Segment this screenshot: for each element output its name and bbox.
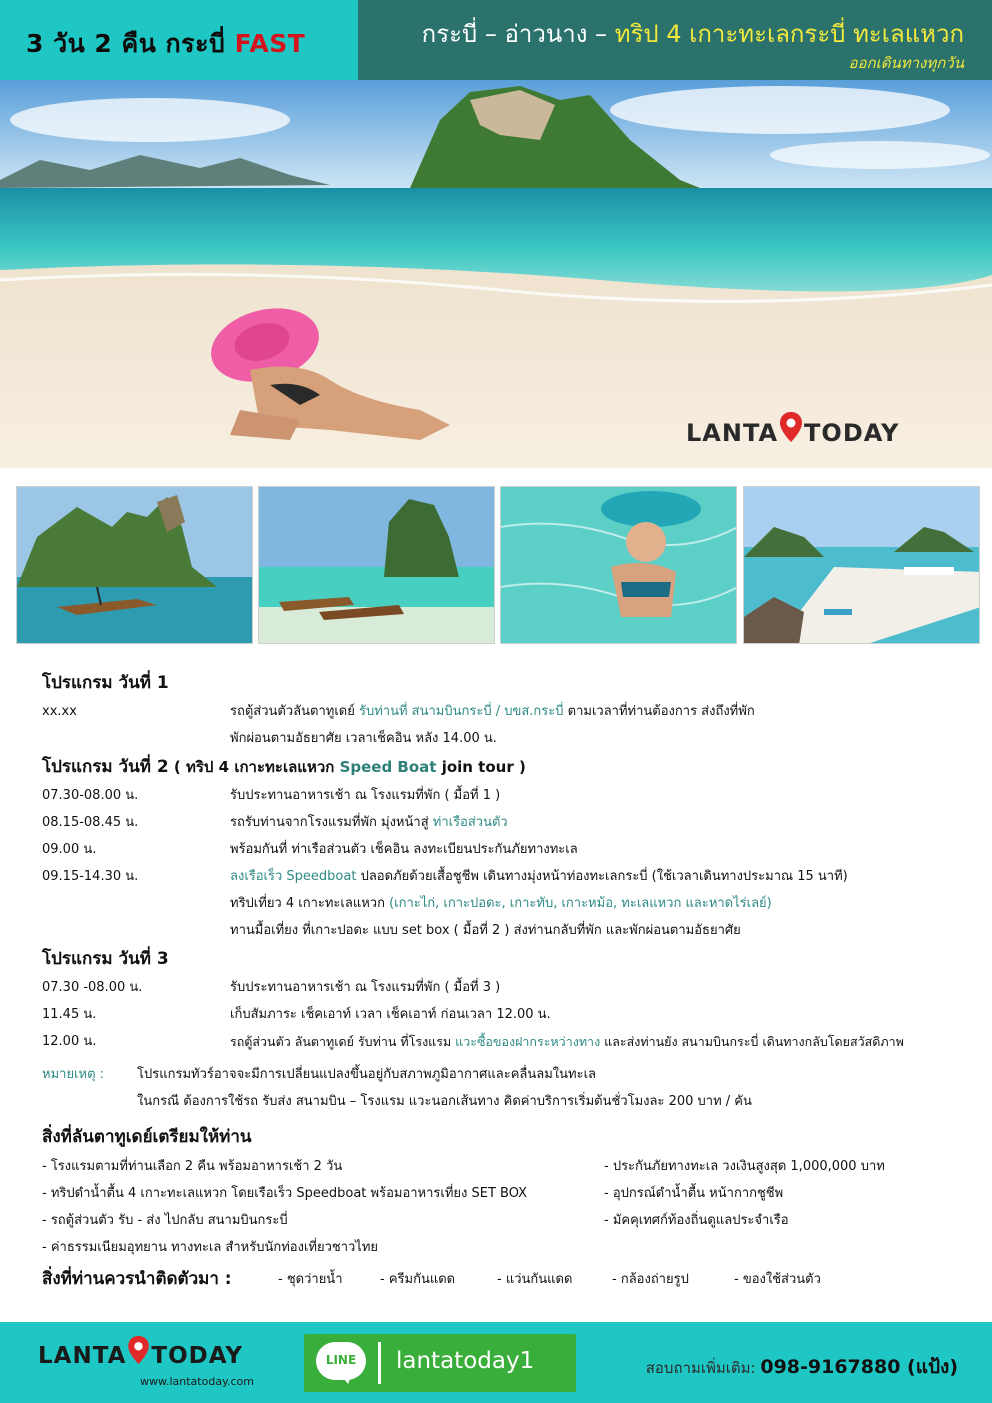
footer-bar xyxy=(0,1322,992,1403)
includes-row: - รถตู้ส่วนตัว รับ - ส่ง ไปกลับ สนามบินกระบี่ - มัคคุเทศก์ท้องถิ่นดูแลประจำเรือ xyxy=(42,1213,789,1228)
header-title-panel xyxy=(0,0,358,80)
bring-item: - แว่นกันแดด xyxy=(497,1272,573,1287)
day-2-heading: โปรแกรม วันที่ 2 ( ทริป 4 เกาะทะเลแหวก Speed Boat join tour ) xyxy=(42,757,526,777)
header-route-panel xyxy=(358,0,992,80)
itinerary-row: 12.00 น. รถตู้ส่วนตัว ลันตาทูเดย์ รับท่าน ที่โรงแรม แวะซื้อของฝากระหว่างทาง และส่งท่านยัง สนามบินกระบี่ เดินทางกลับโดยสวัสดิภาพ xyxy=(42,1034,904,1049)
map-pin-icon xyxy=(128,1336,149,1364)
includes-heading: สิ่งที่ลันตาทูเดย์เตรียมให้ท่าน xyxy=(42,1127,252,1147)
line-icon: LINE xyxy=(316,1342,366,1380)
header-banner xyxy=(0,0,992,80)
photo-sandbar-beach xyxy=(743,486,980,644)
bring-items-row xyxy=(42,1261,962,1297)
itinerary-row: 08.15-08.45 น. รถรับท่านจากโรงแรมที่พัก มุ่งหน้าสู่ ท่าเรือส่วนตัว xyxy=(42,815,508,830)
bring-item: - ชุดว่ายน้ำ xyxy=(278,1272,343,1287)
bring-item: - กล้องถ่ายรูป xyxy=(612,1272,689,1287)
day-1-heading: โปรแกรม วันที่ 1 xyxy=(42,673,169,693)
remark-label: หมายเหตุ : xyxy=(42,1067,105,1082)
phone-number[interactable]: 098-9167880 (แป้ง) xyxy=(760,1356,958,1378)
route-text: กระบี่ – อ่าวนาง – ทริป 4 เกาะทะเลกระบี่ ทะเลแหวก xyxy=(421,20,964,48)
fast-badge: FAST xyxy=(234,29,306,58)
day-3-heading: โปรแกรม วันที่ 3 xyxy=(42,949,169,969)
photo-gallery xyxy=(16,486,980,646)
footer-lantatoday-logo: LANTA TODAY xyxy=(38,1342,243,1370)
line-contact-button[interactable] xyxy=(304,1334,576,1392)
itinerary-row: ทริปเที่ยว 4 เกาะทะเลแหวก (เกาะไก่, เกาะปอดะ, เกาะทับ, เกาะหม้อ, ทะเลแหวก และหาดไร่เลย์) xyxy=(230,896,772,911)
itinerary-row: xx.xx รถตู้ส่วนตัวลันตาทูเดย์ รับท่านที่ สนามบินกระบี่ / บขส.กระบี่ ตามเวลาที่ท่านต้องการ ส่งถึงที่พัก xyxy=(42,704,755,719)
itinerary-row: 07.30 -08.00 น. รับประทานอาหารเช้า ณ โรงแรมที่พัก ( มื้อที่ 3 ) xyxy=(42,980,501,995)
photo-chicken-island xyxy=(16,486,253,644)
tour-title: 3 วัน 2 คืน กระบี่ FAST xyxy=(26,29,306,58)
itinerary-row: 09.15-14.30 น. ลงเรือเร็ว Speedboat ปลอดภัยด้วยเสื้อชูชีพ เดินทางมุ่งหน้าท่องทะเลกระบี่ (ใช้เวลาเดินทางประมาณ 15 นาที) xyxy=(42,869,848,884)
line-id: lantatoday1 xyxy=(396,1348,535,1374)
bring-heading: สิ่งที่ท่านควรนำติดตัวมา : xyxy=(42,1269,232,1289)
website-link[interactable]: www.lantatoday.com xyxy=(140,1375,254,1388)
speed-boat-label: Speed Boat xyxy=(339,758,437,776)
hero-lantatoday-logo: LANTA TODAY xyxy=(686,418,899,448)
includes-row: - โรงแรมตามที่ท่านเลือก 2 คืน พร้อมอาหารเช้า 2 วัน - ประกันภัยทางทะเล วงเงินสูงสุด 1,000,000 บาท xyxy=(42,1159,885,1174)
includes-row: - ค่าธรรมเนียมอุทยาน ทางทะเล สำหรับนักท่องเที่ยวชาวไทย xyxy=(42,1240,379,1255)
hero-beach-image xyxy=(0,80,992,468)
itinerary-row: 09.00 น. พร้อมกันที่ ท่าเรือส่วนตัว เช็คอิน ลงทะเบียนประกันภัยทางทะเล xyxy=(42,842,578,857)
photo-longtail-boats xyxy=(258,486,495,644)
includes-row: - ทริปดำน้ำตื้น 4 เกาะทะเลแหวก โดยเรือเร็ว Speedboat พร้อมอาหารเที่ยง SET BOX - อุปกรณ์ดำน้ำตื้น หน้ากากชูชีพ xyxy=(42,1186,784,1201)
itinerary-row: ทานมื้อเที่ยง ที่เกาะปอดะ แบบ set box ( มื้อที่ 2 ) ส่งท่านกลับที่พัก และพักผ่อนตามอัธยาศัย xyxy=(230,923,741,938)
bring-item: - ของใช้ส่วนตัว xyxy=(734,1272,821,1287)
contact-info: สอบถามเพิ่มเติม: 098-9167880 (แป้ง) xyxy=(645,1356,958,1378)
daily-departure: ออกเดินทางทุกวัน xyxy=(848,54,964,72)
photo-snorkeling-woman xyxy=(500,486,737,644)
itinerary-row: 11.45 น. เก็บสัมภาระ เช็คเอาท์ เวลา เช็คเอาท์ ก่อนเวลา 12.00 น. xyxy=(42,1007,551,1022)
itinerary-content xyxy=(42,668,962,1297)
remark-note: หมายเหตุ : โปรแกรมทัวร์อาจจะมีการเปลี่ยนแปลงขึ้นอยู่กับสภาพภูมิอากาศและคลื่นลมในทะเล xyxy=(42,1061,962,1088)
remark-note-line2: ในกรณี ต้องการใช้รถ รับส่ง สนามบิน – โรงแรม แวะนอกเส้นทาง คิดค่าบริการเริ่มต้นชั่วโมงละ 200 บาท / คัน xyxy=(137,1094,752,1109)
map-pin-icon xyxy=(780,412,802,442)
itinerary-row: พักผ่อนตามอัธยาศัย เวลาเช็คอิน หลัง 14.00 น. xyxy=(230,731,497,746)
bring-item: - ครีมกันแดด xyxy=(380,1272,456,1287)
itinerary-row: 07.30-08.00 น. รับประทานอาหารเช้า ณ โรงแรมที่พัก ( มื้อที่ 1 ) xyxy=(42,788,501,803)
hero-illustration xyxy=(0,80,992,468)
